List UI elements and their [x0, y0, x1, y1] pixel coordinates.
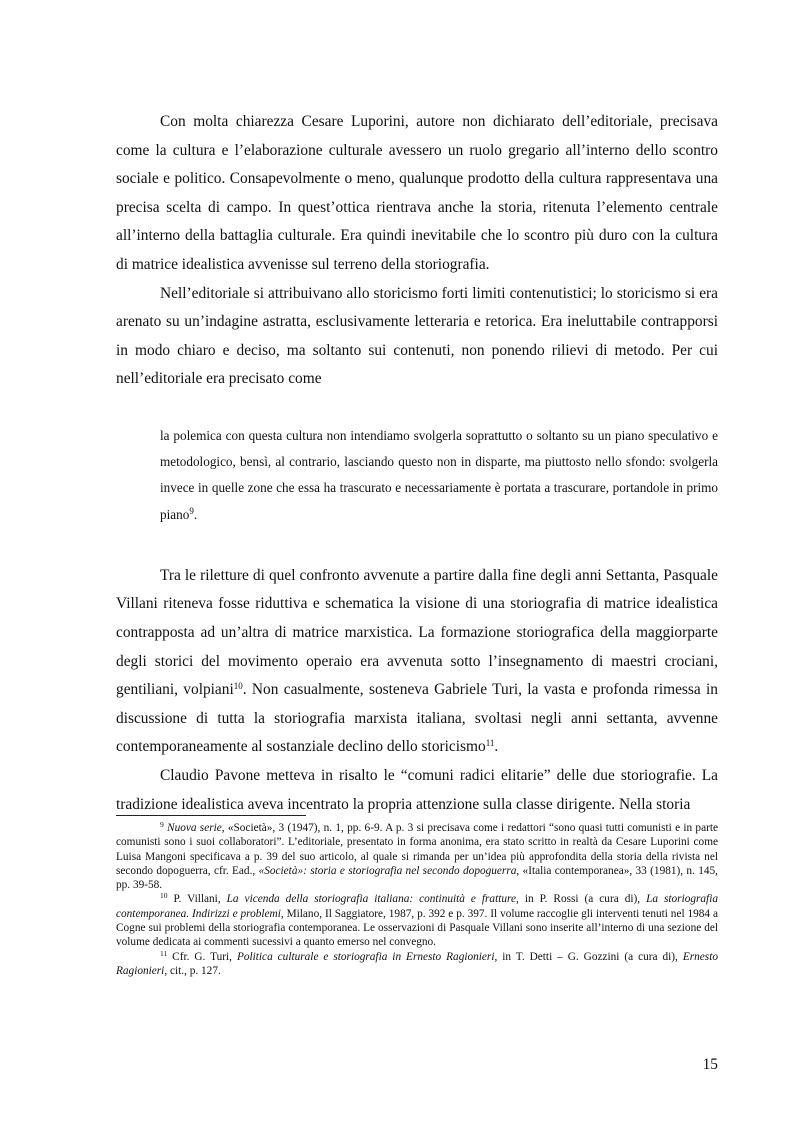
- footnote-number-10: 10: [160, 891, 168, 901]
- footnote-10-italic-2: La storiografia contemporanea. Indirizzi e problemi: [116, 893, 718, 920]
- page-number: 15: [702, 1056, 718, 1073]
- footnote-number-9: 9: [160, 820, 164, 829]
- paragraph-3-part-2: . Non casualmente, sosteneva Gabriele Turi, la vasta e profonda rimessa in discussione di tutta la storiografia marxista italiana, svoltasi negli anni settanta, avvenne contemporaneamente al sostanziale declino dello storicismo: [116, 681, 719, 756]
- footnotes: [116, 821, 718, 978]
- footnote-9-text-2: , «Italia contemporanea», 33 (1981), n. 145, pp. 39-58.: [116, 864, 718, 892]
- footnote-9-italic-2: «Società»: storia e storiografia nel secondo dopoguerra: [258, 864, 517, 877]
- paragraph-3: Tra le riletture di quel confronto avvenute a partire dalla fine degli anni Settanta, Pasquale Villani riteneva fosse riduttiva e schematica la visione di una storiografia di matrice idealistica contrapposta ad un’altra di matrice marxistica. La formazione storiografica della maggiorparte degli storici del movimento operaio era avvenuta sotto l’insegnamento di maestri crociani, gentiliani, volpiani$^{10}$. Non casualmente, sosteneva Gabriele Turi, la vasta e profonda rimessa in discussione di tutta la storiografia marxista italiana, svoltasi negli anni settanta, avvenne contemporaneamente al sostanziale declino dello storicismo$^{11}$.: [116, 566, 719, 756]
- footnote-separator: [116, 815, 306, 816]
- footnote-ref-10[interactable]: 10: [233, 681, 243, 692]
- footnote-number-11: 11: [160, 948, 168, 958]
- footnote-9: [116, 821, 718, 892]
- footnote-10-text-1: P. Villani,: [167, 893, 227, 906]
- footnote-10-italic-1: La vicenda della storiografia italiana: continuità e fratture: [226, 893, 517, 906]
- paragraph-2: Nell’editoriale si attribuivano allo storicismo forti limiti contenutistici; lo storicismo si era arenato su un’indagine astratta, esclusivamente letteraria e retorica. Era ineluttabile contrapporsi in modo chiaro e deciso, ma soltanto sui contenuti, non ponendo rilievi di metodo. Per cui nell’editoriale era precisato come: [116, 284, 718, 388]
- footnote-9-italic-1: Nuova serie: [167, 822, 222, 834]
- paragraph-1: Con molta chiarezza Cesare Luporini, autore non dichiarato dell’editoriale, precisava come la cultura e l’elaborazione culturale avessero un ruolo gregario all’interno dello scontro sociale e politico. Consapevolmente o meno, qualunque prodotto della cultura rappresentava una precisa scelta di campo. In quest’ottica rientrava anche la storia, ritenuta l’elemento centrale all’interno della battaglia culturale. Era quindi inevitabile che lo scontro più duro con la cultura di matrice idealistica avvenisse sul terreno della storiografia.: [116, 113, 718, 273]
- footnote-11-text-1: Cfr. G. Turi,: [167, 950, 237, 963]
- footnote-ref-11[interactable]: 11: [485, 738, 495, 749]
- footnote-11-italic-1: Politica culturale e storiografia in Ernesto Ragionieri: [236, 950, 495, 963]
- block-quote: la polemica con questa cultura non intendiamo svolgerla soprattutto o soltanto su un piano speculativo e metodologico, bensì, al contrario, lasciando questo non in disparte, ma piuttosto nello sfondo: svolgerla invece in quelle zone che essa ha trascurato e necessariamente è portata a trascurare, portandole in primo piano$^9$.: [160, 427, 718, 522]
- paragraph-3-part-1: Tra le riletture di quel confronto avvenute a partire dalla fine degli anni Settanta, Pasquale Villani riteneva fosse riduttiva e schematica la visione di una storiografia di matrice idealistica contrapposta ad un’altra di matrice marxistica. La formazione storiografica della maggiorparte degli storici del movimento operaio era avvenuta sotto l’insegnamento di maestri crociani, gentiliani, volpiani: [116, 566, 718, 699]
- footnote-11-text-3: , cit., p. 127.: [164, 964, 221, 977]
- footnote-10-text-2: , in P. Rossi (a cura di),: [516, 893, 647, 906]
- paragraph-4: Claudio Pavone metteva in risalto le “comuni radici elitarie” delle due storiografie. La tradizione idealistica aveva incentrato la propria attenzione sulla classe dirigente. Nella storia: [116, 766, 718, 813]
- footnote-9-text-1: , «Società», 3 (1947), n. 1, pp. 6-9. A p. 3 si precisava come i redattori “sono quasi tutti comunisti e in parte comunisti sono i suoi collaboratori”. L’editoriale, presentato in forma anonima, era stato scritto in realtà da Cesare Luporini come Luisa Mangoni specificava a p. 39 del suo articolo, al quale si rimanda per un’idea più approfondita della storia della rivista nel secondo dopoguerra, cfr. Ead.,: [116, 822, 719, 877]
- footnote-11-text-2: , in T. Detti – G. Gozzini (a cura di),: [494, 950, 683, 963]
- main-text: [116, 108, 718, 819]
- footnote-11-italic-2: Ernesto Ragionieri: [116, 950, 718, 977]
- footnote-10: [116, 892, 718, 949]
- block-quote-text: la polemica con questa cultura non intendiamo svolgerla soprattutto o soltanto su un piano speculativo e metodologico, bensì, al contrario, lasciando questo non in disparte, ma piuttosto nello sfondo: svolgerla invece in quelle zone che essa ha trascurato e necessariamente è portata a trascurare, portandole in primo piano: [160, 427, 718, 522]
- footnote-11: [116, 950, 718, 979]
- footnote-10-text-3: , Milano, Il Saggiatore, 1987, p. 392 e p. 397. Il volume raccoglie gli interventi tenuti nel 1984 a Cogne sui problemi della storiografia contemporanea. Le osservazioni di Pasquale Villani sono inserite all’interno di una sezione del volume dedicata ai commenti sucessivi a quanto emerso nel convegno.: [116, 907, 718, 949]
- footnote-ref-9[interactable]: 9: [189, 505, 194, 516]
